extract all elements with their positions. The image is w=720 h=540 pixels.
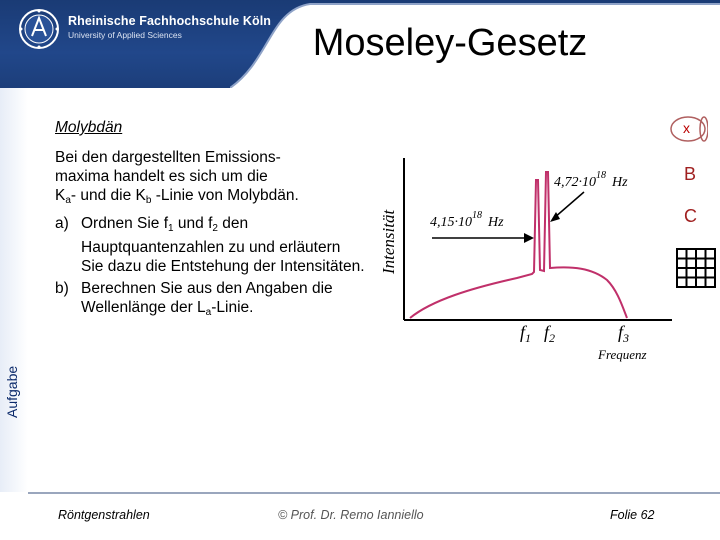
tick-f1 <box>520 322 531 345</box>
task-content <box>55 118 365 322</box>
arrowhead-lower <box>524 233 534 243</box>
header-bar <box>0 0 720 88</box>
task-a-pre: Ordnen Sie f <box>81 215 169 232</box>
intro-line1: Bei den dargestellten Emissions- <box>55 149 281 166</box>
task-a-sub2: 2 <box>212 223 218 234</box>
sidebar <box>0 88 28 492</box>
x-axis-label: Frequenz <box>598 347 647 362</box>
task-b-sub: a <box>205 307 212 318</box>
university-subtitle: University of Applied Sciences <box>68 30 182 40</box>
intro-mid: - und die K <box>70 187 146 204</box>
intro-text <box>55 148 365 210</box>
annotation-lower-unit: Hz <box>488 215 504 230</box>
annotation-lower <box>430 210 504 230</box>
subject-heading: Molybdän <box>55 119 123 136</box>
nav-b-button[interactable]: B <box>684 164 697 184</box>
task-a-mid: und f <box>173 215 213 232</box>
task-b-pre: Berechnen Sie aus den Angaben die Wellenlänge der L <box>81 280 333 316</box>
task-a-marker: a) <box>55 215 69 232</box>
close-nav-label[interactable]: x <box>683 120 690 136</box>
footer-divider <box>28 492 720 494</box>
annotation-lower-exp: 18 <box>472 210 482 221</box>
task-b-post: -Linie. <box>211 299 254 316</box>
arrow-upper <box>554 192 584 218</box>
task-a-post: den Hauptquantenzahlen zu und erläutern Sie dazu die Entstehung der Intensitäten. <box>81 215 365 275</box>
task-a-sub1: 1 <box>168 223 174 234</box>
intro-k1: K <box>55 187 66 204</box>
annotation-upper <box>554 170 628 190</box>
footer-topic: Röntgenstrahlen <box>58 508 150 522</box>
tick-f3 <box>618 322 629 345</box>
tick-f2-sub: 2 <box>549 331 556 345</box>
university-logo <box>18 8 60 50</box>
task-a <box>55 214 365 276</box>
tick-f2-base: f <box>544 322 550 342</box>
footer-slide-number: Folie 62 <box>610 508 655 522</box>
tick-f1-sub: 1 <box>525 331 532 345</box>
task-b <box>55 279 365 322</box>
task-a-text <box>81 214 365 276</box>
sidebar-label: Aufgabe <box>4 365 20 418</box>
intro-k2-sub: b <box>145 195 152 206</box>
intro-end: -Linie von Molybdän. <box>151 187 299 204</box>
spectrum-curve <box>410 172 627 318</box>
task-b-text <box>81 279 365 322</box>
annotation-upper-value: 4,72·10 <box>554 175 596 190</box>
tick-f1-base: f <box>520 322 526 342</box>
task-b-marker: b) <box>55 280 69 297</box>
university-name: Rheinische Fachhochschule Köln <box>68 14 272 28</box>
spectrum-chart <box>372 150 672 370</box>
tick-f2 <box>544 322 555 345</box>
grid-icon[interactable] <box>676 248 716 288</box>
tick-f3-base: f <box>618 322 624 342</box>
nav-c-button[interactable]: C <box>684 206 697 226</box>
intro-k1-sub: a <box>65 195 71 206</box>
tick-f3-sub: 3 <box>623 331 630 345</box>
annotation-lower-value: 4,15·10 <box>430 215 472 230</box>
footer-author: © Prof. Dr. Remo Ianniello <box>278 508 424 522</box>
y-axis-label: Intensität <box>379 209 398 274</box>
slide-title: Moseley-Gesetz <box>312 22 588 64</box>
annotation-upper-unit: Hz <box>612 175 628 190</box>
intro-line2: maxima handelt es sich um die <box>55 168 268 185</box>
annotation-upper-exp: 18 <box>596 170 606 181</box>
